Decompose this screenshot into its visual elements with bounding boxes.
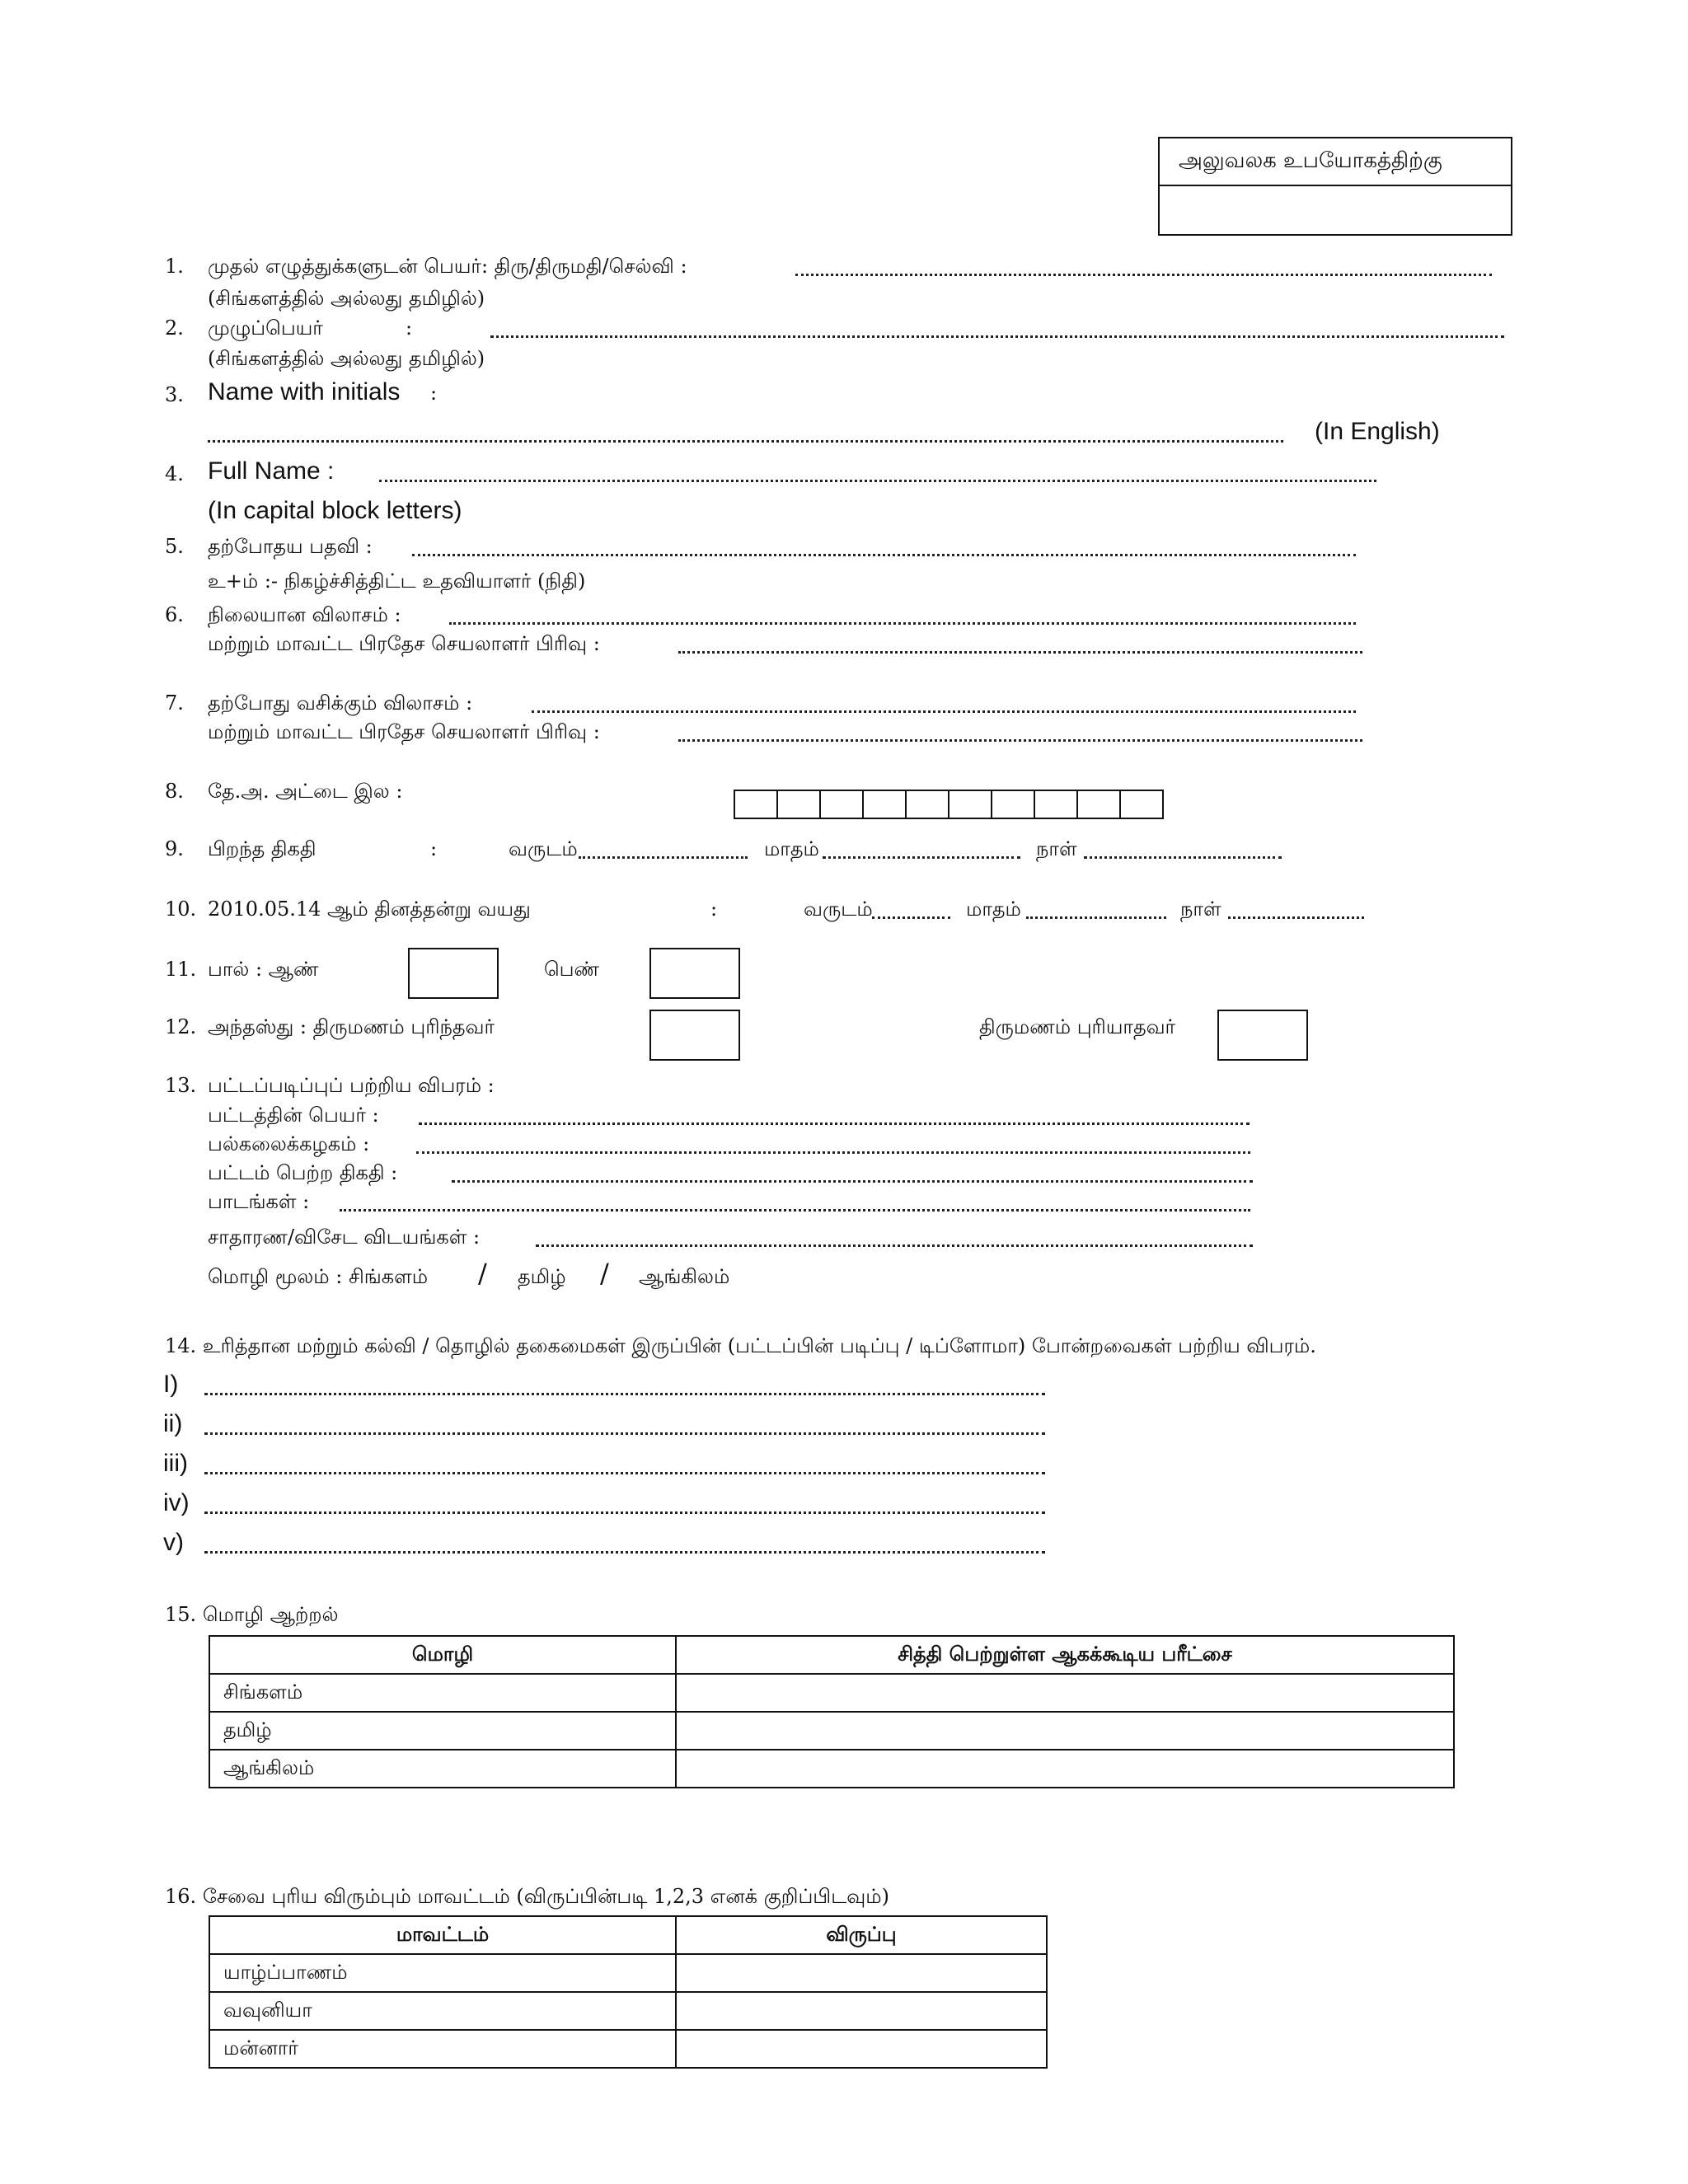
q1-label: முதல் எழுத்துக்களுடன் பெயர்: திரு/திருமதி/செல்வி : xyxy=(208,255,687,278)
q14-item-4-field[interactable] xyxy=(204,1511,1045,1514)
q14-number: 14. xyxy=(165,1334,197,1357)
office-use-divider xyxy=(1158,185,1512,186)
q10-label: 2010.05.14 ஆம் தினத்தன்று வயது xyxy=(208,898,531,921)
q15-number: 15. xyxy=(165,1603,197,1626)
q14-item-3: iii) xyxy=(163,1450,188,1477)
q13-date-label: பட்டம் பெற்ற திகதி : xyxy=(208,1161,398,1184)
q14-item-4: iv) xyxy=(163,1489,190,1516)
q16-text: சேவை புரிய விரும்பும் மாவட்டம் (விருப்பின்படி 1,2,3 எனக் குறிப்பிடவும்) xyxy=(202,1885,889,1908)
q5-field[interactable] xyxy=(412,554,1356,556)
q6-sub-field[interactable] xyxy=(678,651,1362,654)
q4-field[interactable] xyxy=(379,480,1376,482)
q9-day-field[interactable] xyxy=(1084,856,1282,859)
q3-field[interactable] xyxy=(208,440,1283,443)
q7-number: 7. xyxy=(165,691,184,715)
q2-number: 2. xyxy=(165,316,184,340)
q14-item-1: I) xyxy=(163,1371,179,1398)
preference-cell[interactable] xyxy=(676,2030,1047,2068)
q13-subjects-field[interactable] xyxy=(340,1209,1250,1212)
q13-degree-field[interactable] xyxy=(419,1122,1250,1125)
table-header-row xyxy=(209,1916,1047,1954)
exam-cell[interactable] xyxy=(676,1750,1454,1788)
q6-label: நிலையான விலாசம் : xyxy=(208,603,401,626)
nic-digit-box[interactable] xyxy=(905,790,950,819)
q10-day-field[interactable] xyxy=(1228,916,1364,919)
district-preference-table xyxy=(209,1915,1048,2069)
q14-label xyxy=(165,1333,1316,1358)
q13-label: பட்டப்படிப்புப் பற்றிய விபரம் : xyxy=(208,1074,495,1097)
nic-digit-box[interactable] xyxy=(1034,790,1078,819)
q5-sub: உ+ம் :- நிகழ்ச்சித்திட்ட உதவியாளர் (நிதி) xyxy=(208,569,586,593)
q12-number: 12. xyxy=(165,1015,197,1038)
nic-digit-box[interactable] xyxy=(819,790,864,819)
q14-item-5-field[interactable] xyxy=(204,1551,1045,1554)
column-header-exam: சித்தி பெற்றுள்ள ஆகக்கூடிய பரீட்சை xyxy=(676,1636,1454,1674)
q13-sep-2: / xyxy=(600,1258,609,1289)
preference-cell[interactable] xyxy=(676,1992,1047,2030)
q2-label: முழுப்பெயர் xyxy=(208,316,323,340)
q2-colon: : xyxy=(406,316,413,340)
nic-digit-box[interactable] xyxy=(948,790,992,819)
language-cell: சிங்களம் xyxy=(209,1674,676,1712)
q14-item-5: v) xyxy=(163,1529,184,1556)
q13-medium-label: மொழி மூலம் : சிங்களம் xyxy=(208,1265,429,1288)
q8-label: தே.அ. அட்டை இல : xyxy=(208,780,403,803)
q10-number: 10. xyxy=(165,898,197,921)
q13-subjects-label: பாடங்கள் : xyxy=(208,1190,310,1213)
q9-number: 9. xyxy=(165,837,184,860)
q13-number: 13. xyxy=(165,1074,197,1097)
q13-medium-tamil[interactable]: தமிழ் xyxy=(518,1265,566,1288)
table-row xyxy=(209,1992,1047,2030)
q10-year-label: வருடம் xyxy=(804,898,873,921)
q9-year-field[interactable] xyxy=(579,856,748,859)
q16-number: 16. xyxy=(165,1885,197,1908)
q15-label xyxy=(165,1602,339,1627)
q10-month-label: மாதம் xyxy=(966,898,1021,921)
q5-label: தற்போதய பதவி : xyxy=(208,535,373,558)
q12-label: அந்தஸ்து : திருமணம் புரிந்தவர் xyxy=(208,1015,495,1038)
q9-label: பிறந்த திகதி xyxy=(208,837,316,860)
column-header-preference: விருப்பு xyxy=(676,1916,1047,1954)
exam-cell[interactable] xyxy=(676,1674,1454,1712)
q9-month-field[interactable] xyxy=(823,856,1020,859)
q11-female-label: பெண் xyxy=(544,958,600,981)
nic-digit-box[interactable] xyxy=(734,790,778,819)
table-row xyxy=(209,1674,1454,1712)
q6-sub: மற்றும் மாவட்ட பிரதேச செயலாளர் பிரிவு : xyxy=(208,632,600,655)
nic-number-boxes[interactable] xyxy=(735,790,1164,819)
column-header-district: மாவட்டம் xyxy=(209,1916,676,1954)
q13-degree-label: பட்டத்தின் பெயர் : xyxy=(208,1104,379,1127)
q3-number: 3. xyxy=(165,383,184,406)
q11-label: பால் : ஆண் xyxy=(208,958,319,981)
q4-sub: (In capital block letters) xyxy=(208,497,462,524)
q7-sub: மற்றும் மாவட்ட பிரதேச செயலாளர் பிரிவு : xyxy=(208,720,600,743)
q14-item-2: ii) xyxy=(163,1410,183,1437)
q5-number: 5. xyxy=(165,535,184,558)
language-ability-table xyxy=(209,1635,1455,1788)
q2-sub: (சிங்களத்தில் அல்லது தமிழில்) xyxy=(208,347,485,370)
q10-month-field[interactable] xyxy=(1026,916,1166,919)
q4-number: 4. xyxy=(165,462,184,485)
nic-digit-box[interactable] xyxy=(1119,790,1164,819)
q9-colon: : xyxy=(430,837,438,860)
district-cell: வவுனியா xyxy=(209,1992,676,2030)
male-checkbox[interactable] xyxy=(408,948,499,999)
q3-colon: : xyxy=(430,382,438,405)
q10-colon: : xyxy=(710,898,718,921)
q13-sep-1: / xyxy=(478,1258,487,1289)
table-row xyxy=(209,1712,1454,1750)
preference-cell[interactable] xyxy=(676,1954,1047,1992)
q9-month-label: மாதம் xyxy=(764,837,819,860)
q13-type-field[interactable] xyxy=(536,1244,1253,1247)
married-checkbox[interactable] xyxy=(649,1010,740,1061)
q14-item-3-field[interactable] xyxy=(204,1472,1045,1474)
q1-number: 1. xyxy=(165,255,184,278)
nic-digit-box[interactable] xyxy=(862,790,907,819)
q7-sub-field[interactable] xyxy=(678,739,1362,742)
q15-text: மொழி ஆற்றல் xyxy=(202,1603,339,1626)
q14-text: உரித்தான மற்றும் கல்வி / தொழில் தகைமைகள் இருப்பின் (பட்டப்பின் படிப்பு / டிப்ளோமா) போன்றவைகள் பற்றிய விபரம். xyxy=(202,1334,1316,1357)
q16-label xyxy=(165,1884,889,1909)
table-row xyxy=(209,1750,1454,1788)
q13-medium-english[interactable]: ஆங்கிலம் xyxy=(639,1265,730,1288)
table-header-row xyxy=(209,1636,1454,1674)
q9-day-label: நாள் xyxy=(1036,837,1077,860)
district-cell: மன்னார் xyxy=(209,2030,676,2068)
nic-digit-box[interactable] xyxy=(991,790,1035,819)
language-cell: தமிழ் xyxy=(209,1712,676,1750)
table-row xyxy=(209,2030,1047,2068)
q8-number: 8. xyxy=(165,780,184,803)
q13-university-field[interactable] xyxy=(416,1151,1250,1154)
q9-year-label: வருடம் xyxy=(509,837,578,860)
office-use-label: அலுவலக உபயோகத்திற்கு xyxy=(1179,148,1442,173)
q3-label: Name with initials xyxy=(208,378,401,405)
q10-day-label: நாள் xyxy=(1180,898,1221,921)
q14-item-2-field[interactable] xyxy=(204,1432,1045,1435)
table-row xyxy=(209,1954,1047,1992)
q1-field[interactable] xyxy=(795,274,1492,276)
language-cell: ஆங்கிலம் xyxy=(209,1750,676,1788)
q10-year-field[interactable] xyxy=(872,916,950,919)
q12-unmarried-label: திருமணம் புரியாதவர் xyxy=(979,1015,1176,1038)
q3-suffix: (In English) xyxy=(1315,418,1440,445)
district-cell: யாழ்ப்பாணம் xyxy=(209,1954,676,1992)
nic-digit-box[interactable] xyxy=(776,790,821,819)
nic-digit-box[interactable] xyxy=(1076,790,1121,819)
q7-field[interactable] xyxy=(532,710,1356,713)
q7-label: தற்போது வசிக்கும் விலாசம் : xyxy=(208,691,473,715)
q13-type-label: சாதாரண/விசேட விடயங்கள் : xyxy=(208,1226,481,1249)
q6-number: 6. xyxy=(165,603,184,626)
q13-date-field[interactable] xyxy=(452,1180,1253,1183)
column-header-language: மொழி xyxy=(209,1636,676,1674)
q4-label: Full Name : xyxy=(208,457,335,485)
q11-number: 11. xyxy=(165,958,197,981)
q2-field[interactable] xyxy=(490,335,1504,338)
q6-field[interactable] xyxy=(449,622,1356,625)
female-checkbox[interactable] xyxy=(649,948,740,999)
unmarried-checkbox[interactable] xyxy=(1217,1010,1308,1061)
q14-item-1-field[interactable] xyxy=(204,1393,1045,1395)
q13-university-label: பல்கலைக்கழகம் : xyxy=(208,1132,370,1155)
q1-sub: (சிங்களத்தில் அல்லது தமிழில்) xyxy=(208,287,485,310)
exam-cell[interactable] xyxy=(676,1712,1454,1750)
